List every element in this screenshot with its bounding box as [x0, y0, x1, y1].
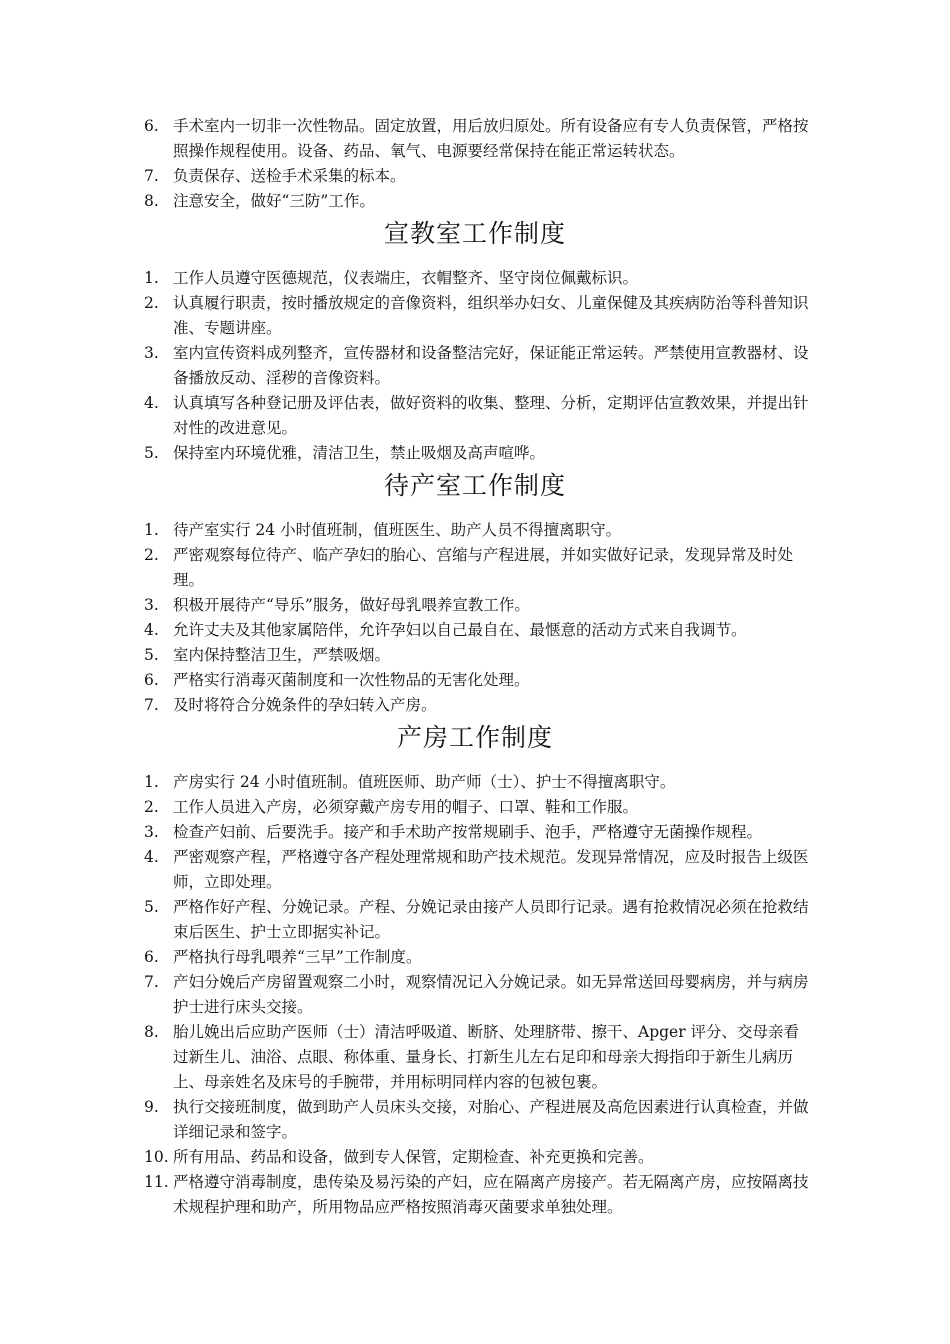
item-number: 1.	[144, 269, 159, 287]
item-text: 及时将符合分娩条件的孕妇转入产房。	[173, 696, 437, 714]
item-number: 2.	[144, 798, 159, 816]
section-title: 宣教室工作制度	[383, 219, 566, 248]
item-text: 允许丈夫及其他家属陪伴，允许孕妇以自己最自在、最惬意的活动方式来自我调节。	[173, 621, 747, 639]
item-number: 6.	[144, 948, 159, 966]
item-text: 室内保持整洁卫生，严禁吸烟。	[173, 646, 391, 664]
item-text: 手术室内一切非一次性物品。固定放置，用后放归原处。所有设备应有专人负责保管，严格按照操作规程使用。设备、药品、氧气、电源要经常保持在能正常运转状态。	[173, 117, 809, 160]
rule-list	[0, 114, 950, 214]
item-number: 8.	[144, 1023, 159, 1041]
list-item	[0, 593, 950, 618]
list-item	[0, 1145, 950, 1170]
item-text: 严格遵守消毒制度，患传染及易污染的产妇，应在隔离产房接产。若无隔离产房，应按隔离技术规程护理和助产，所用物品应严格按照消毒灭菌要求单独处理。	[173, 1173, 809, 1216]
item-text: 严密观察产程，严格遵守各产程处理常规和助产技术规范。发现异常情况，应及时报告上级医师，立即处理。	[173, 848, 809, 891]
list-item	[0, 795, 950, 820]
list-item	[0, 189, 950, 214]
section-delivery-room	[0, 722, 950, 1220]
item-text: 所有用品、药品和设备，做到专人保管，定期检查、补充更换和完善。	[173, 1148, 654, 1166]
list-item	[0, 970, 950, 1020]
list-item	[0, 693, 950, 718]
list-item	[0, 643, 950, 668]
list-item	[0, 1170, 950, 1220]
item-text: 认真履行职责，按时播放规定的音像资料，组织举办妇女、儿童保健及其疾病防治等科普知识准、专题讲座。	[173, 294, 809, 337]
item-text: 工作人员进入产房，必须穿戴产房专用的帽子、口罩、鞋和工作服。	[173, 798, 639, 816]
item-number: 4.	[144, 394, 159, 412]
item-number: 6.	[144, 671, 159, 689]
rule-list	[0, 518, 950, 718]
list-item	[0, 945, 950, 970]
section-title: 待产室工作制度	[383, 471, 566, 500]
list-item	[0, 1020, 950, 1095]
item-number: 7.	[144, 973, 159, 991]
item-number: 4.	[144, 848, 159, 866]
item-number: 8.	[144, 192, 159, 210]
item-text: 负责保存、送检手术采集的标本。	[173, 167, 406, 185]
item-text: 工作人员遵守医德规范，仪表端庄，衣帽整齐、坚守岗位佩戴标识。	[173, 269, 639, 287]
item-number: 3.	[144, 823, 159, 841]
list-item	[0, 164, 950, 189]
item-number: 9.	[144, 1098, 159, 1116]
item-text: 严格执行母乳喂养“三早”工作制度。	[173, 948, 422, 966]
list-item	[0, 668, 950, 693]
item-number: 7.	[144, 696, 159, 714]
item-number: 11.	[144, 1173, 169, 1191]
list-item	[0, 618, 950, 643]
item-text: 注意安全，做好“三防”工作。	[173, 192, 375, 210]
list-item	[0, 543, 950, 593]
rule-list	[0, 266, 950, 466]
item-text: 严密观察每位待产、临产孕妇的胎心、宫缩与产程进展，并如实做好记录，发现异常及时处理。	[173, 546, 794, 589]
list-item	[0, 518, 950, 543]
list-item	[0, 895, 950, 945]
list-item	[0, 845, 950, 895]
item-number: 1.	[144, 773, 159, 791]
item-text: 执行交接班制度，做到助产人员床头交接，对胎心、产程进展及高危因素进行认真检查，并做详细记录和签字。	[173, 1098, 809, 1141]
list-item	[0, 770, 950, 795]
item-number: 3.	[144, 596, 159, 614]
list-item	[0, 441, 950, 466]
item-text: 严格实行消毒灭菌制度和一次性物品的无害化处理。	[173, 671, 530, 689]
item-number: 3.	[144, 344, 159, 362]
item-text: 积极开展待产“导乐”服务，做好母乳喂养宣教工作。	[173, 596, 530, 614]
item-number: 4.	[144, 621, 159, 639]
item-text: 室内宣传资料成列整齐，宣传器材和设备整洁完好，保证能正常运转。严禁使用宣教器材、设备播放反动、淫秽的音像资料。	[173, 344, 809, 387]
rule-list	[0, 770, 950, 1220]
item-number: 7.	[144, 167, 159, 185]
item-text: 严格作好产程、分娩记录。产程、分娩记录由接产人员即行记录。遇有抢救情况必须在抢救结束后医生、护士立即据实补记。	[173, 898, 809, 941]
list-item	[0, 1095, 950, 1145]
list-item	[0, 114, 950, 164]
item-number: 1.	[144, 521, 159, 539]
list-item	[0, 391, 950, 441]
item-text: 保持室内环境优雅，清洁卫生，禁止吸烟及高声喧哗。	[173, 444, 546, 462]
item-text: 认真填写各种登记册及评估表，做好资料的收集、整理、分析，定期评估宣教效果，并提出针对性的改进意见。	[173, 394, 809, 437]
item-text: 产妇分娩后产房留置观察二小时，观察情况记入分娩记录。如无异常送回母婴病房，并与病房护士进行床头交接。	[173, 973, 809, 1016]
section-education-room	[0, 218, 950, 466]
item-number: 5.	[144, 898, 159, 916]
item-text: 检查产妇前、后要洗手。接产和手术助产按常规刷手、泡手，严格遵守无菌操作规程。	[173, 823, 763, 841]
item-text: 胎儿娩出后应助产医师（士）清洁呼吸道、断脐、处理脐带、擦干、Apger 评分、交母亲看过新生儿、油浴、点眼、称体重、量身长、打新生儿左右足印和母亲大拇指印于新生儿病历上、母亲姓名及床号的手腕带，并用标明同样内容的包被包裹。	[173, 1023, 800, 1091]
item-number: 2.	[144, 546, 159, 564]
section-labor-waiting-room	[0, 470, 950, 718]
section-title: 产房工作制度	[396, 723, 553, 752]
list-item	[0, 291, 950, 341]
item-number: 6.	[144, 117, 159, 135]
list-item	[0, 820, 950, 845]
item-number: 10.	[144, 1148, 169, 1166]
list-item	[0, 341, 950, 391]
section-operating-room-continued	[0, 114, 950, 214]
item-text: 待产室实行 24 小时值班制，值班医生、助产人员不得擅离职守。	[173, 521, 622, 539]
list-item	[0, 266, 950, 291]
document-page	[0, 114, 950, 1222]
item-number: 2.	[144, 294, 159, 312]
item-number: 5.	[144, 444, 159, 462]
item-text: 产房实行 24 小时值班制。值班医师、助产师（士）、护士不得擅离职守。	[173, 773, 676, 791]
item-number: 5.	[144, 646, 159, 664]
